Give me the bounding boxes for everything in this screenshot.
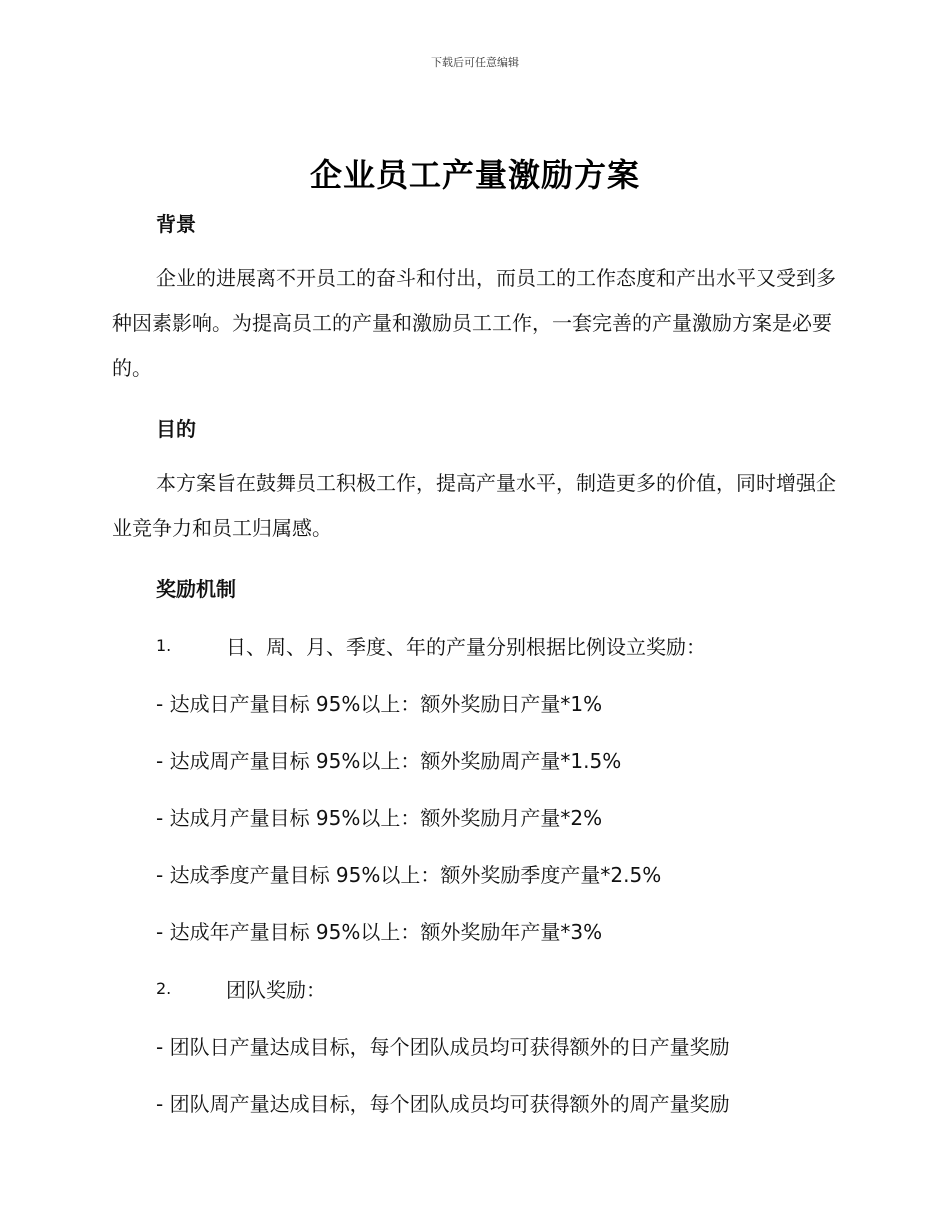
reward-line: - 达成季度产量目标 95%以上：额外奖励季度产量*2.5% [156, 863, 662, 887]
list-item-text: 日、周、月、季度、年的产量分别根据比例设立奖励： [226, 635, 706, 659]
list-item-number: 1. [156, 636, 172, 655]
list-item-number: 2. [156, 979, 172, 998]
reward-line: - 达成周产量目标 95%以上：额外奖励周产量*1.5% [156, 749, 622, 773]
reward-line: - 达成日产量目标 95%以上：额外奖励日产量*1% [156, 692, 603, 716]
section-heading-mechanism: 奖励机制 [156, 577, 236, 601]
section-heading-purpose: 目的 [156, 417, 196, 441]
background-paragraph: 企业的进展离不开员工的奋斗和付出，而员工的工作态度和产出水平又受到多种因素影响。为提高员工的产量和激励员工工作，一套完善的产量激励方案是必要的。 [112, 266, 836, 380]
reward-line: - 达成年产量目标 95%以上：额外奖励年产量*3% [156, 920, 603, 944]
team-reward-line: - 团队周产量达成目标，每个团队成员均可获得额外的周产量奖励 [156, 1092, 730, 1116]
list-item-text: 团队奖励： [226, 978, 326, 1002]
document-title: 企业员工产量激励方案 [309, 156, 640, 194]
team-reward-line: - 团队日产量达成目标，每个团队成员均可获得额外的日产量奖励 [156, 1035, 730, 1059]
header-note: 下载后可任意编辑 [431, 56, 519, 69]
purpose-paragraph: 本方案旨在鼓舞员工积极工作，提高产量水平，制造更多的价值，同时增强企业竞争力和员工归属感。 [112, 471, 836, 540]
section-heading-background: 背景 [156, 212, 196, 236]
reward-line: - 达成月产量目标 95%以上：额外奖励月产量*2% [156, 806, 603, 830]
